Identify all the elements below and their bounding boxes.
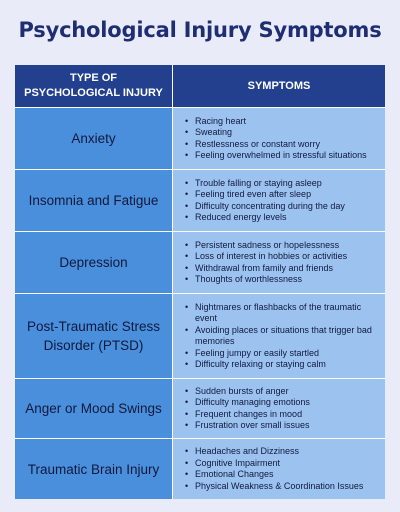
symptoms-table [15, 65, 385, 499]
symptoms-anxiety [173, 107, 385, 169]
header-symptoms-label: SYMPTOMS [247, 79, 311, 92]
list-item: • Trouble falling or staying asleep [185, 178, 345, 190]
injury-type-insomnia: Insomnia and Fatigue [15, 169, 173, 231]
list-item: • Feeling tired even after sleep [185, 189, 345, 201]
symptoms-ptsd [173, 293, 385, 378]
list-item: • Frequent changes in mood [185, 409, 310, 421]
list-item: • Nightmares or flashbacks of the traumatic event [185, 302, 379, 325]
list-item: • Difficulty concentrating during the day [185, 201, 345, 213]
list-item: • Headaches and Dizziness [185, 446, 363, 458]
injury-type-anxiety: Anxiety [15, 107, 173, 169]
list-item: • Frustration over small issues [185, 420, 310, 432]
header-symptoms [173, 65, 385, 107]
list-item: • Reduced energy levels [185, 212, 345, 224]
list-item: • Feeling overwhelmed in stressful situations [185, 150, 367, 162]
list-item: • Sudden bursts of anger [185, 386, 310, 398]
symptoms-depression [173, 231, 385, 293]
list-item: • Sweating [185, 127, 367, 139]
symptoms-anger [173, 378, 385, 438]
injury-type-tbi: Traumatic Brain Injury [15, 438, 173, 499]
list-item: • Difficulty relaxing or staying calm [185, 359, 379, 371]
list-item: • Withdrawal from family and friends [185, 263, 347, 275]
symptoms-tbi [173, 438, 385, 499]
list-item: • Thoughts of worthlessness [185, 274, 347, 286]
injury-type-anger: Anger or Mood Swings [15, 378, 173, 438]
list-item: • Feeling jumpy or easily startled [185, 348, 379, 360]
list-item: • Physical Weakness & Coordination Issues [185, 481, 363, 493]
injury-type-depression: Depression [15, 231, 173, 293]
list-item: • Loss of interest in hobbies or activities [185, 251, 347, 263]
injury-type-ptsd: Post-Traumatic Stress Disorder (PTSD) [15, 293, 173, 378]
header-type-label: TYPE OF PSYCHOLOGICAL INJURY [24, 72, 163, 99]
list-item: • Persistent sadness or hopelessness [185, 240, 347, 252]
header-type [15, 65, 173, 107]
list-item: • Cognitive Impairment [185, 458, 363, 470]
list-item: • Emotional Changes [185, 469, 363, 481]
page-title: Psychological Injury Symptoms [18, 18, 382, 42]
list-item: • Racing heart [185, 116, 367, 128]
list-item: • Difficulty managing emotions [185, 397, 310, 409]
list-item: • Restlessness or constant worry [185, 139, 367, 151]
symptoms-insomnia [173, 169, 385, 231]
list-item: • Avoiding places or situations that trigger bad memories [185, 325, 379, 348]
